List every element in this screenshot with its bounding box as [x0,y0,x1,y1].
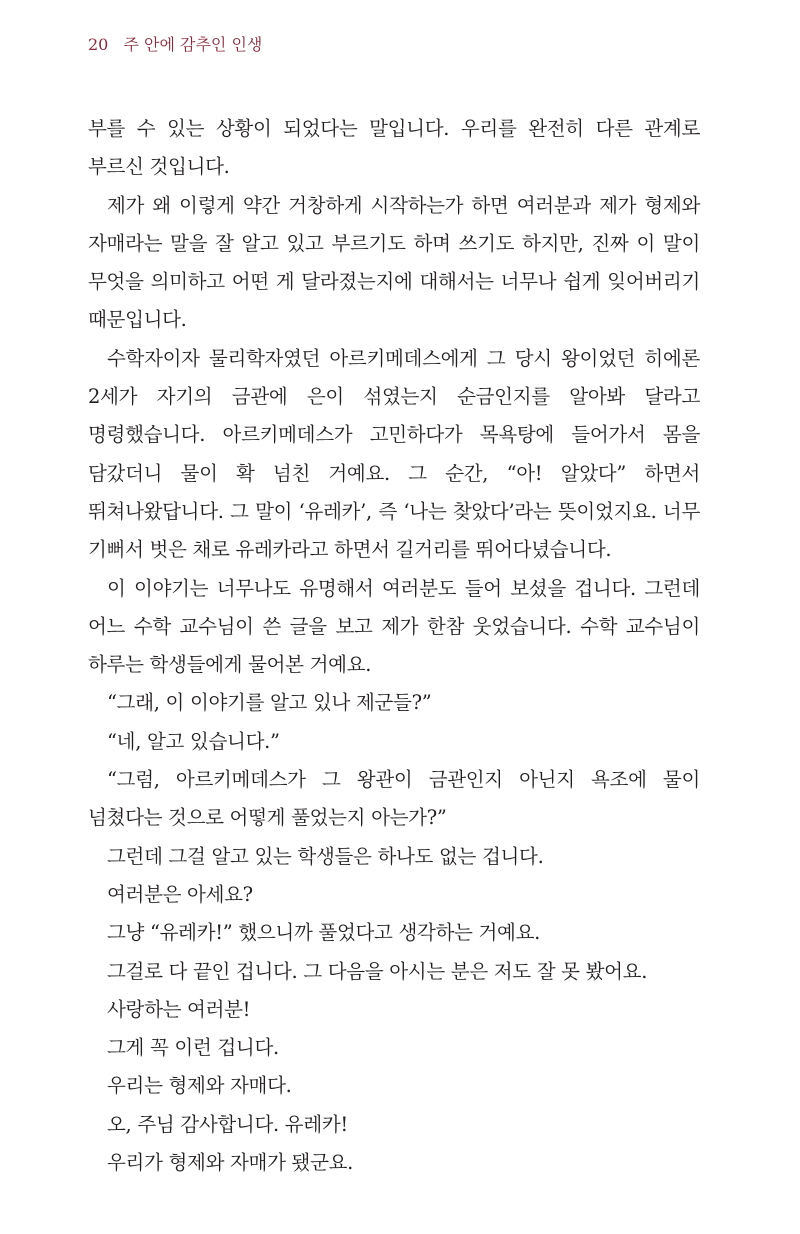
paragraph: 수학자이자 물리학자였던 아르키메데스에게 그 당시 왕이었던 히에론 2세가 자기의 금관에 은이 섞였는지 순금인지를 알아봐 달라고 명령했습니다. 아르키메데스가 고민하다가 목욕탕에 들어가서 몸을 담갔더니 물이 확 넘친 거예요. 그 순간, “아! 알았다” 하면서 뛰쳐나왔답니다. 그 말이 ‘유레카’, 즉 ‘나는 찾았다’라는 뜻이었지요. 너무 기뻐서 벗은 채로 유레카라고 하면서 길거리를 뛰어다녔습니다. [88,346,700,562]
page-number: 20 [88,35,109,54]
paragraph: 우리가 형제와 자매가 됐군요. [107,1151,354,1175]
paragraph: 부를 수 있는 상황이 되었다는 말입니다. 우리를 완전히 다른 관계로 부르신 것입니다. [88,117,700,179]
paragraph: 그게 꼭 이런 겁니다. [107,1036,279,1060]
paragraph: 그냥 “유레카!” 했으니까 풀었다고 생각하는 거예요. [107,921,541,945]
paragraph: 우리는 형제와 자매다. [107,1074,292,1098]
body-text [88,110,700,1182]
paragraph: 제가 왜 이렇게 약간 거창하게 시작하는가 하면 여러분과 제가 형제와 자매라는 말을 잘 알고 있고 부르기도 하며 쓰기도 하지만, 진짜 이 말이 무엇을 의미하고 어떤 게 달라졌는지에 대해서는 너무나 쉽게 잊어버리기 때문입니다. [88,193,700,332]
paragraph: 오, 주님 감사합니다. 유레카! [107,1112,348,1136]
dialogue-line: “그럼, 아르키메데스가 그 왕관이 금관인지 아닌지 욕조에 물이 넘쳤다는 것으로 어떻게 풀었는지 아는가?” [88,768,700,830]
paragraph: 여러분은 아세요? [107,882,253,906]
paragraph: 사랑하는 여러분! [107,997,251,1021]
paragraph: 그걸로 다 끝인 겁니다. 그 다음을 아시는 분은 저도 잘 못 봤어요. [107,959,648,983]
paragraph: 그런데 그걸 알고 있는 학생들은 하나도 없는 겁니다. [107,844,544,868]
dialogue-line: “네, 알고 있습니다.” [107,729,280,753]
paragraph: 이 이야기는 너무나도 유명해서 여러분도 들어 보셨을 겁니다. 그런데 어느 수학 교수님이 쓴 글을 보고 제가 한참 웃었습니다. 수학 교수님이 하루는 학생들에게 물어본 거예요. [88,576,700,677]
book-title: 주 안에 감추인 인생 [123,35,263,54]
running-head [88,30,262,60]
dialogue-line: “그래, 이 이야기를 알고 있나 제군들?” [107,691,432,715]
